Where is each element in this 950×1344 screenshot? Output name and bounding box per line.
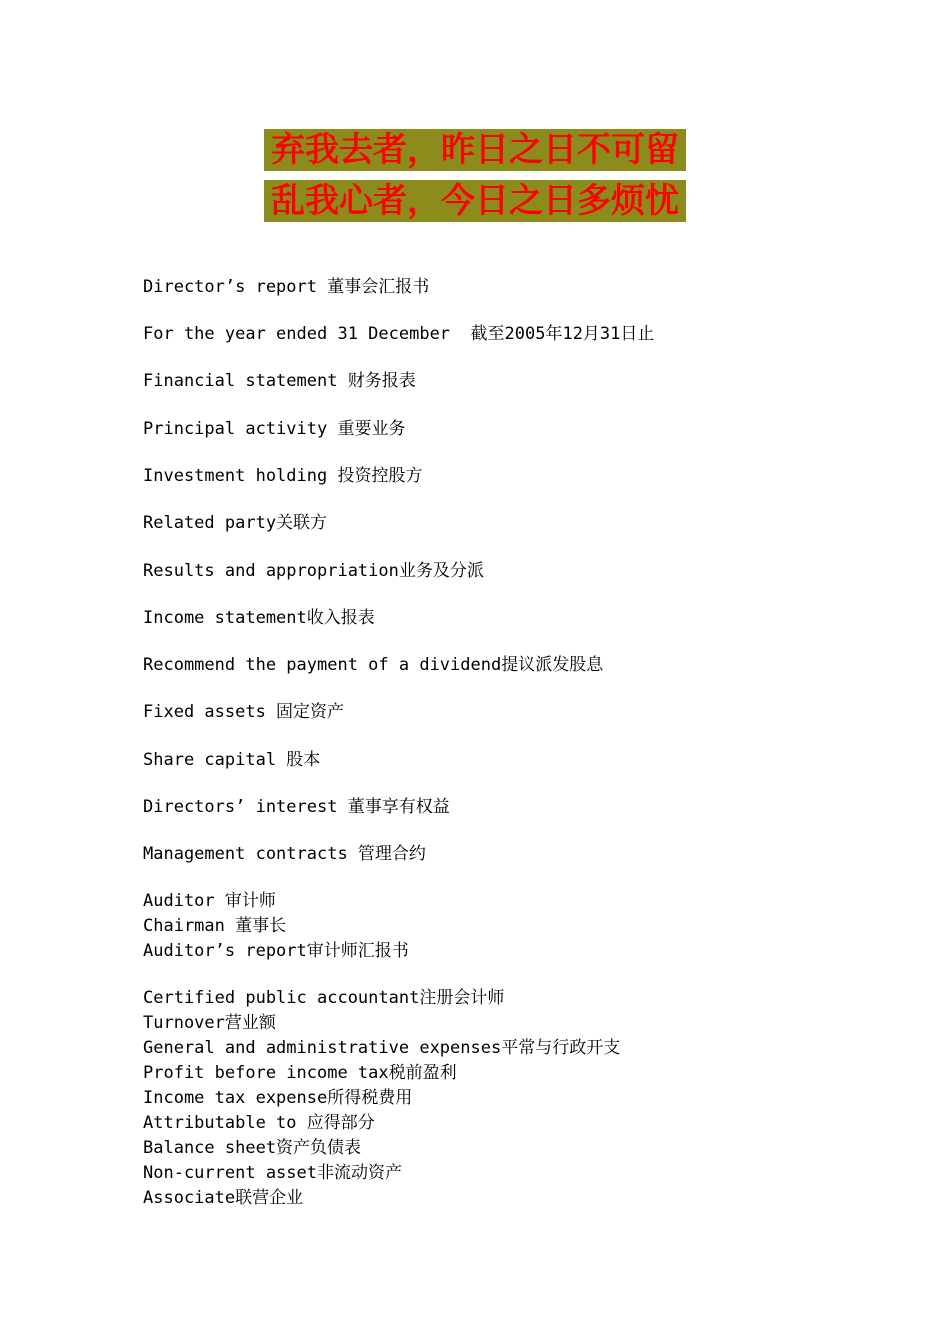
glossary-entry: Related party关联方 bbox=[143, 513, 328, 533]
glossary-entry: Certified public accountant注册会计师 bbox=[143, 988, 505, 1008]
glossary-entry: Income statement收入报表 bbox=[143, 608, 375, 628]
banner-line-2: 乱我心者，今日之日多烦忧 bbox=[264, 180, 686, 222]
glossary-entry: Chairman 董事长 bbox=[143, 916, 287, 936]
glossary-entry: Associate联营企业 bbox=[143, 1188, 304, 1208]
glossary-entry: Balance sheet资产负债表 bbox=[143, 1138, 362, 1158]
glossary-entry: Profit before income tax税前盈利 bbox=[143, 1063, 457, 1083]
glossary-entry: Financial statement 财务报表 bbox=[143, 371, 416, 391]
glossary-entry: Auditor 审计师 bbox=[143, 891, 276, 911]
banner-line-1: 弃我去者，昨日之日不可留 bbox=[264, 129, 686, 171]
glossary-entry: Principal activity 重要业务 bbox=[143, 419, 406, 439]
glossary-entry: Auditor’s report审计师汇报书 bbox=[143, 941, 409, 961]
glossary-entry: Director’s report 董事会汇报书 bbox=[143, 277, 430, 297]
glossary-entry: Turnover营业额 bbox=[143, 1013, 276, 1033]
glossary-entry: Directors’ interest 董事享有权益 bbox=[143, 797, 450, 817]
glossary-entry: Attributable to 应得部分 bbox=[143, 1113, 375, 1133]
glossary-entry: Results and appropriation业务及分派 bbox=[143, 561, 484, 581]
glossary-entry: Investment holding 投资控股方 bbox=[143, 466, 423, 486]
glossary-entry: Share capital 股本 bbox=[143, 750, 321, 770]
glossary-entry: For the year ended 31 December 截至2005年12月31日止 bbox=[143, 324, 655, 344]
glossary-entry: General and administrative expenses平常与行政开支 bbox=[143, 1038, 621, 1058]
glossary-entry: Management contracts 管理合约 bbox=[143, 844, 426, 864]
glossary-entry: Income tax expense所得税费用 bbox=[143, 1088, 413, 1108]
glossary-entry: Non-current asset非流动资产 bbox=[143, 1163, 402, 1183]
glossary-entry: Fixed assets 固定资产 bbox=[143, 702, 345, 722]
glossary-entry: Recommend the payment of a dividend提议派发股息 bbox=[143, 655, 604, 675]
